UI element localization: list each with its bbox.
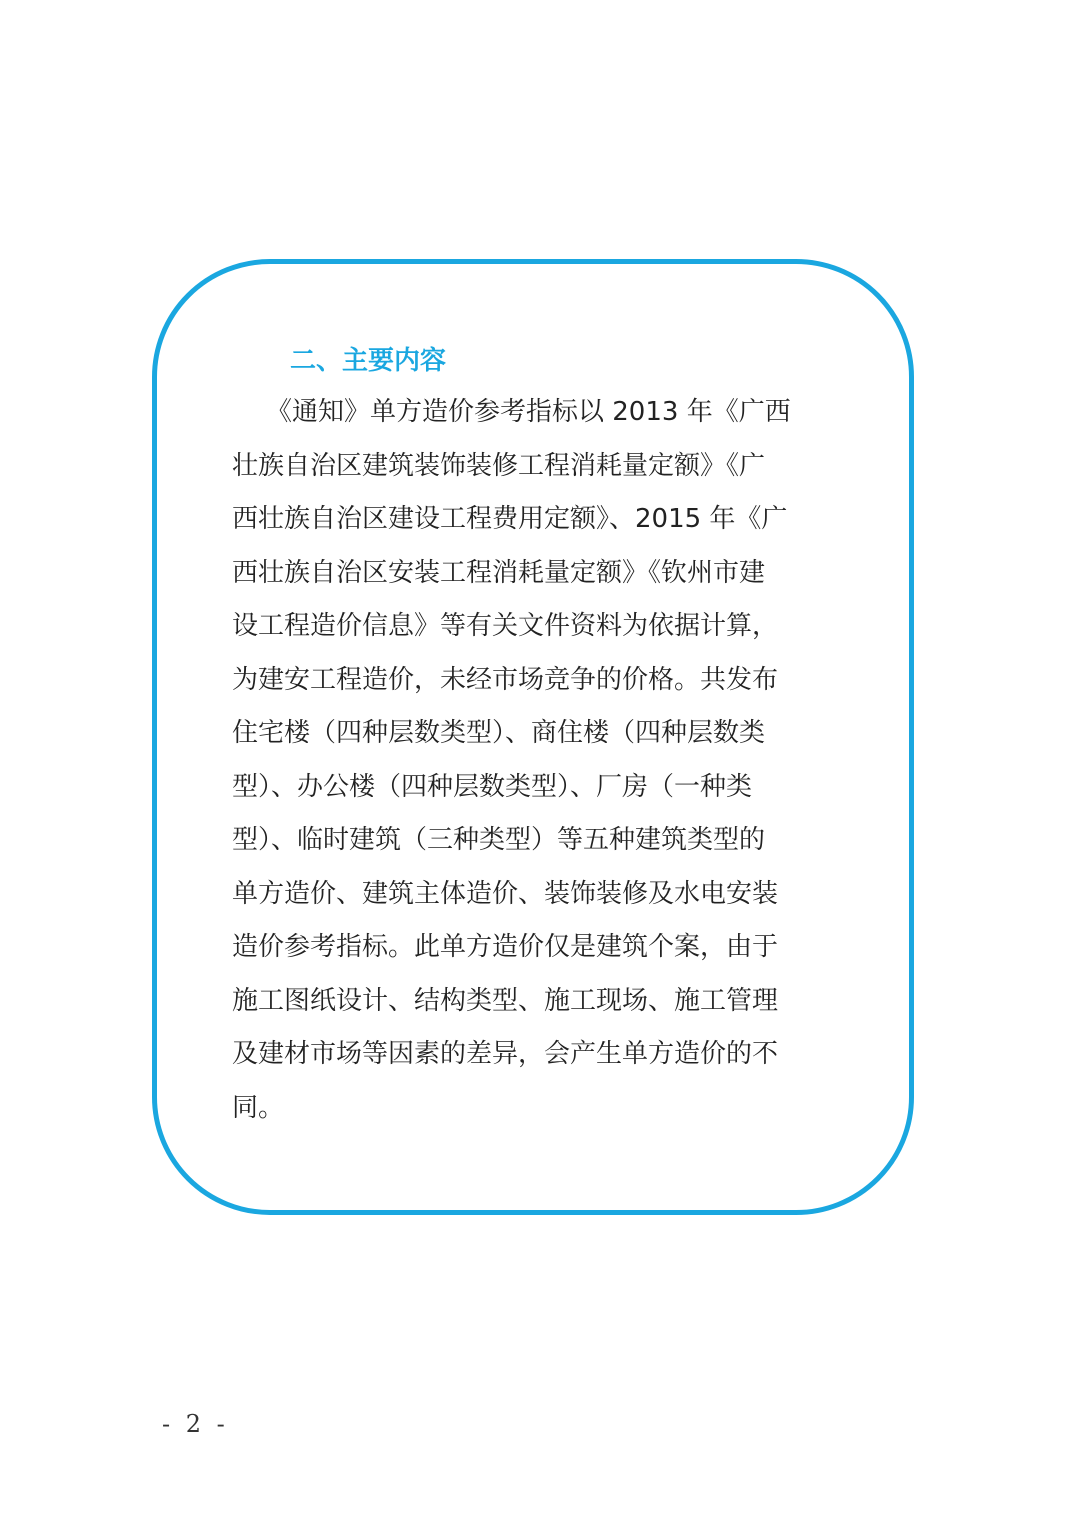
paragraph-line: 及建材市场等因素的差异，会产生单方造价的不: [232, 1039, 779, 1069]
section-heading: 二、主要内容: [290, 346, 447, 376]
paragraph-line: 壮族自治区建筑装饰装修工程消耗量定额》《广: [232, 450, 766, 481]
paragraph-line: 型）、办公楼（四种层数类型）、厂房（一种类: [232, 771, 753, 802]
paragraph-line: 《通知》单方造价参考指标以 2013 年《广西: [266, 397, 791, 427]
paragraph-line: 施工图纸设计、结构类型、施工现场、施工管理: [232, 985, 779, 1016]
paragraph-line: 单方造价、建筑主体造价、装饰装修及水电安装: [232, 878, 779, 909]
paragraph-line: 住宅楼（四种层数类型）、商住楼（四种层数类: [232, 718, 766, 748]
section-main-content: [232, 336, 844, 1135]
paragraph-line: 同。: [232, 1092, 285, 1123]
paragraph-line: 为建安工程造价，未经市场竞争的价格。共发布: [232, 664, 779, 695]
page-number: - 2 -: [162, 1410, 229, 1438]
paragraph-line: 西壮族自治区建设工程费用定额》、2015 年《广: [232, 504, 788, 534]
paragraph-line: 型）、临时建筑（三种类型）等五种建筑类型的: [232, 825, 766, 855]
paragraph-line: 设工程造价信息》等有关文件资料为依据计算，: [232, 611, 779, 641]
paragraph-line: 西壮族自治区安装工程消耗量定额》《钦州市建: [232, 557, 766, 588]
paragraph-line: 造价参考指标。此单方造价仅是建筑个案，由于: [232, 932, 779, 962]
